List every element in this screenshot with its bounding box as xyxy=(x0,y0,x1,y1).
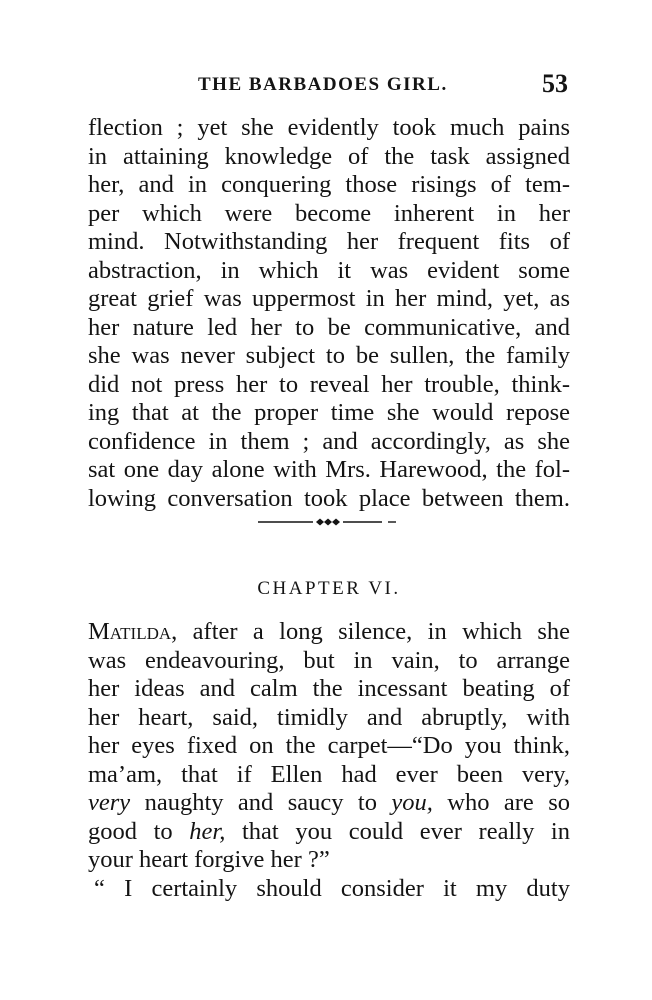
text-line: her heart, said, timidly and abruptly, with xyxy=(88,703,570,731)
text-line xyxy=(88,789,570,818)
running-title: THE BARBADOES GIRL. xyxy=(198,74,448,95)
text-line: abstraction, in which it was evident some xyxy=(88,256,570,284)
text-span: after a long silence, in which she xyxy=(177,618,570,645)
text-line xyxy=(88,818,570,847)
text-line: her ideas and calm the incessant beating of xyxy=(88,675,570,702)
text-line: in attaining knowledge of the task assigned xyxy=(88,142,570,170)
text-line: “ I certainly should consider it my duty xyxy=(94,874,570,902)
page-number: 53 xyxy=(542,69,568,98)
text-span: that you could ever really in xyxy=(225,817,570,845)
text-span: good to xyxy=(88,817,190,845)
paragraph-continued xyxy=(88,114,570,513)
text-line: her nature led her to be communicative, and xyxy=(88,313,570,341)
running-head xyxy=(88,69,568,102)
italic-word: you, xyxy=(391,789,433,816)
text-line: sat one day alone with Mrs. Harewood, the fol- xyxy=(88,456,570,483)
text-line: flection ; yet she evidently took much pains xyxy=(88,114,570,141)
text-line: her, and in conquering those risings of tem- xyxy=(88,171,570,198)
text-line xyxy=(88,618,570,647)
text-span: naughty and saucy to xyxy=(130,789,392,816)
text-line: her eyes fixed on the carpet—“Do you think, xyxy=(88,732,570,759)
text-line: great grief was uppermost in her mind, yet, as xyxy=(88,285,570,312)
chapter-paragraph xyxy=(88,618,570,903)
text-span: who are so xyxy=(432,789,570,816)
text-line: lowing conversation took place between them. xyxy=(88,484,570,512)
text-line: she was never subject to be sullen, the family xyxy=(88,342,570,369)
text-line: ing that at the proper time she would repose xyxy=(88,399,570,426)
text-line: did not press her to reveal her trouble, think- xyxy=(88,370,570,398)
text-line: confidence in them ; and accordingly, as she xyxy=(88,427,570,455)
text-line: per which were become inherent in her xyxy=(88,199,570,227)
italic-word: very xyxy=(88,789,131,816)
text-line: ma’am, that if Ellen had ever been very, xyxy=(88,760,570,788)
italic-word: her, xyxy=(189,817,226,845)
text-line: your heart forgive her ?” xyxy=(88,846,330,873)
chapter-heading: CHAPTER VI. xyxy=(257,578,401,599)
text-line: was endeavouring, but in vain, to arrange xyxy=(88,646,570,674)
text-line: mind. Notwithstanding her frequent fits of xyxy=(88,228,570,255)
opening-word: Matilda, xyxy=(88,618,178,645)
section-divider-ornament xyxy=(258,513,398,531)
